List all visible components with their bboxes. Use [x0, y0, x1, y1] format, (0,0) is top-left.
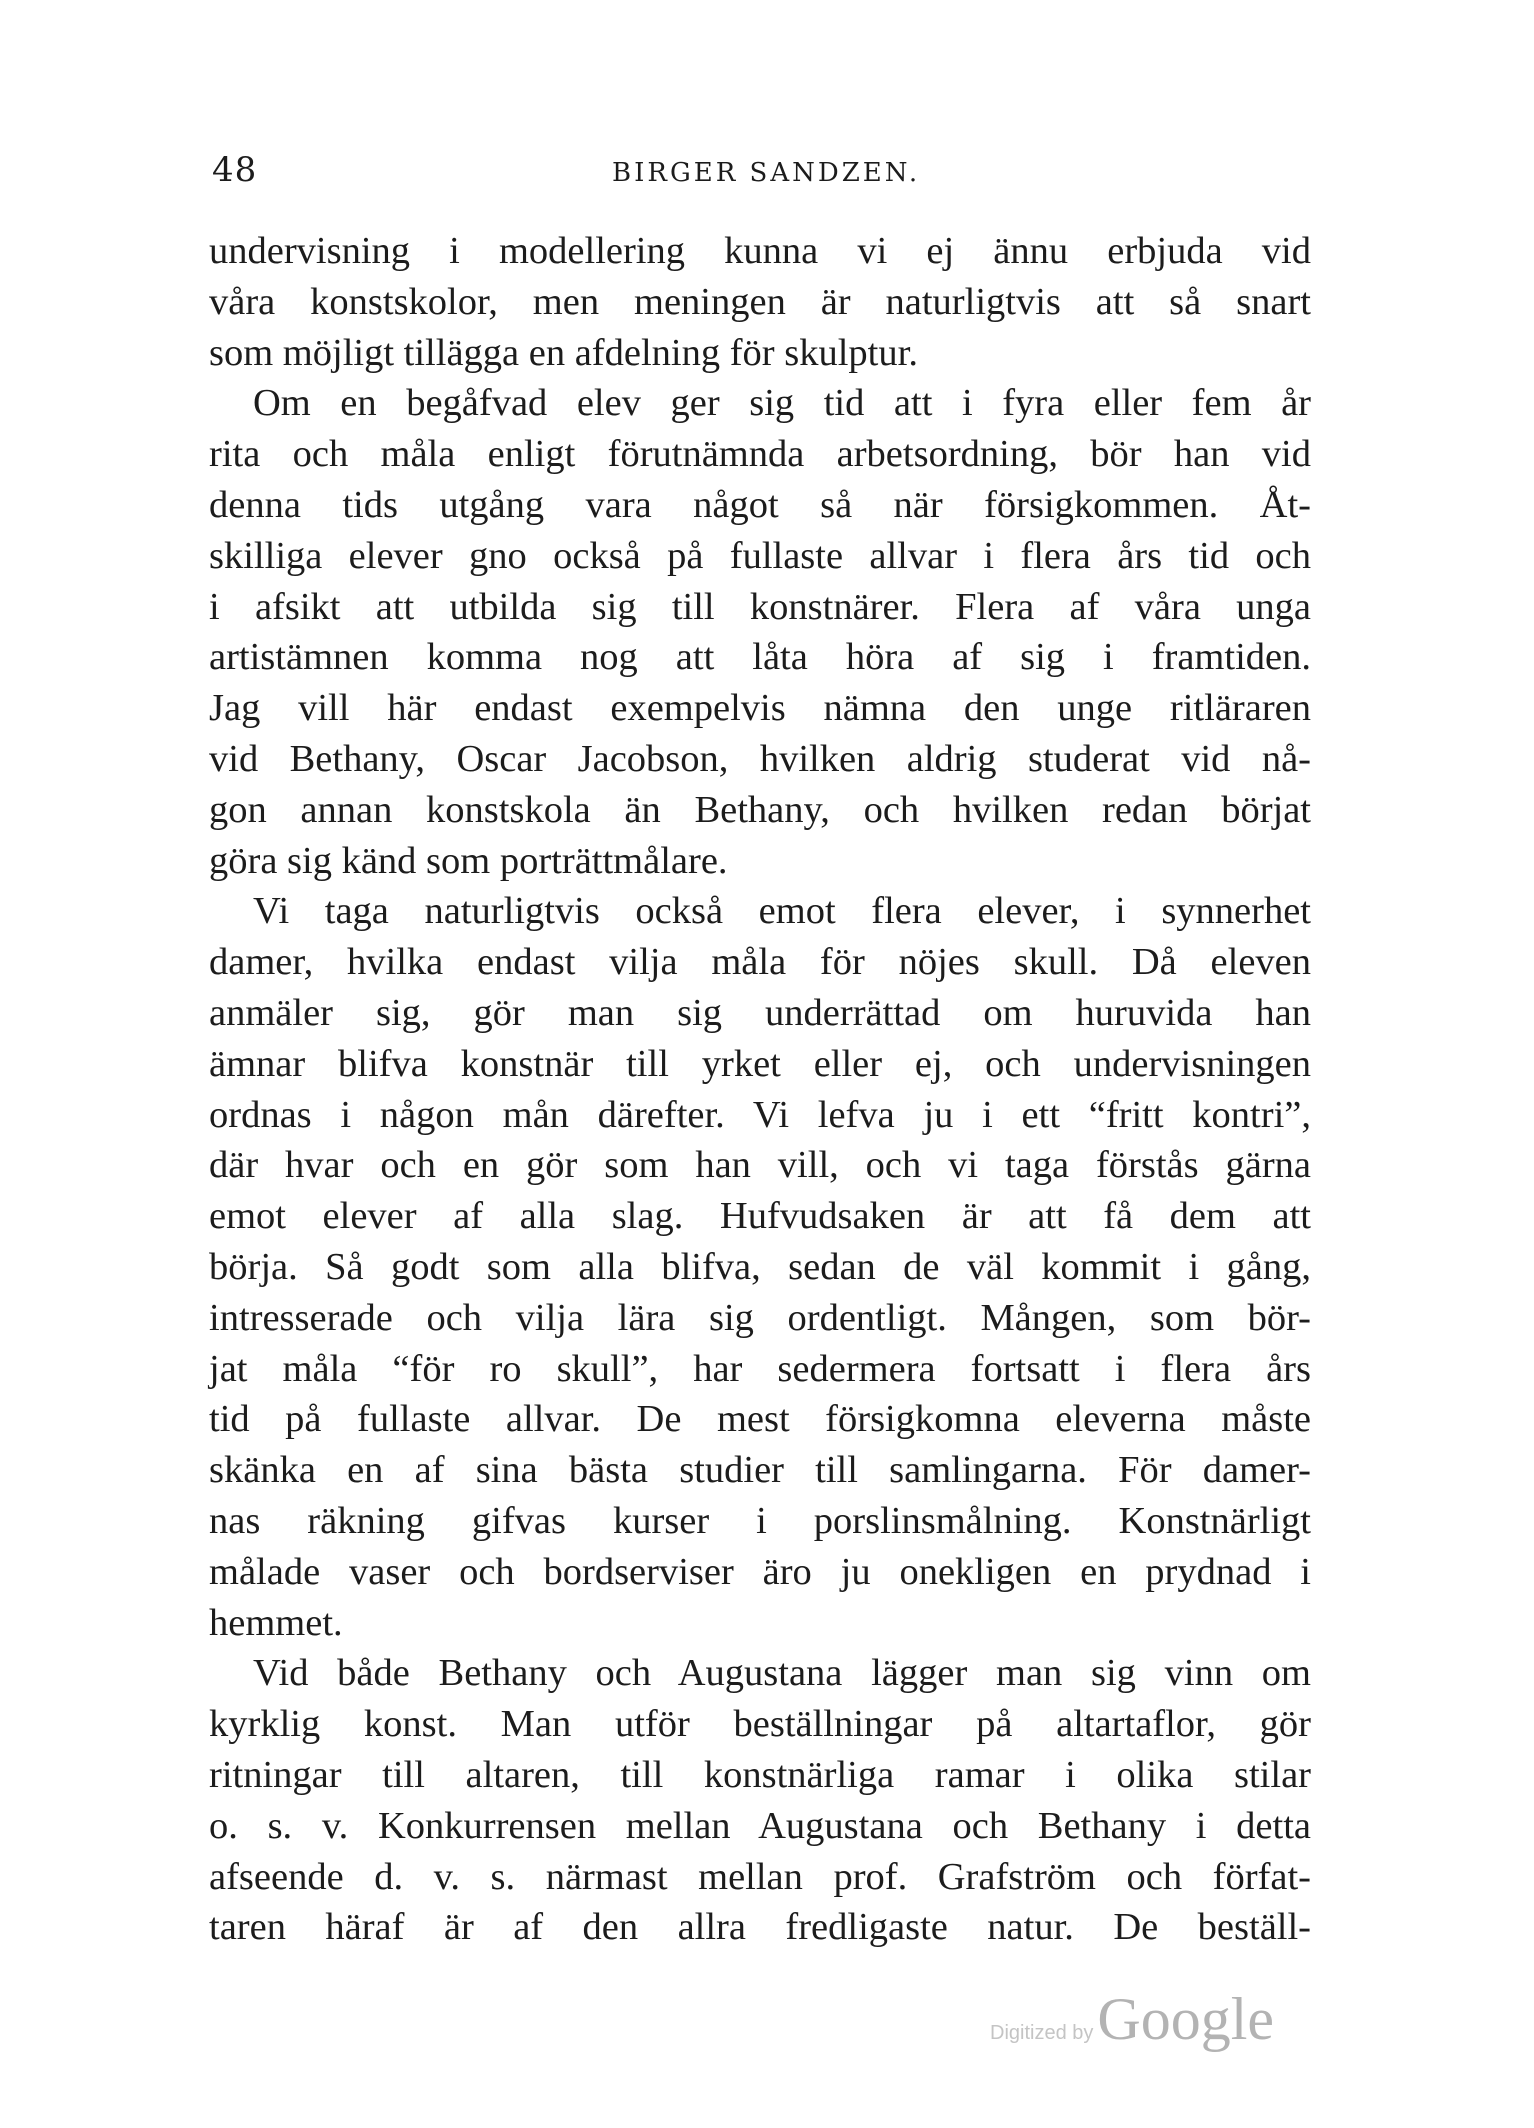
- running-head: BIRGER SANDZEN.: [612, 158, 921, 188]
- text-line: anmäler sig, gör man sig underrättad om huruvida han: [209, 991, 1311, 1034]
- text-line: våra konstskolor, men meningen är naturligtvis att så snart: [209, 280, 1311, 323]
- text-line: denna tids utgång vara något så när försigkommen. Åt-: [209, 483, 1311, 526]
- text-line: emot elever af alla slag. Hufvudsaken är att få dem att: [209, 1195, 1311, 1238]
- text-line: Jag vill här endast exempelvis nämna den unge ritläraren: [209, 687, 1311, 730]
- text-line: i afsikt att utbilda sig till konstnärer. Flera af våra unga: [209, 585, 1311, 628]
- text-line: tid på fullaste allvar. De mest försigkomna eleverna måste: [209, 1398, 1311, 1441]
- text-line: vid Bethany, Oscar Jacobson, hvilken aldrig studerat vid nå-: [209, 737, 1311, 780]
- text-line: målade vaser och bordserviser äro ju onekligen en prydnad i: [209, 1550, 1311, 1593]
- text-line: Vid både Bethany och Augustana lägger man sig vinn om: [253, 1652, 1311, 1695]
- text-line: där hvar och en gör som han vill, och vi taga förstås gärna: [209, 1144, 1311, 1187]
- text-line: börja. Så godt som alla blifva, sedan de väl kommit i gång,: [209, 1245, 1311, 1288]
- text-line: kyrklig konst. Man utför beställningar på altartaflor, gör: [209, 1703, 1311, 1746]
- text-line: hemmet.: [209, 1601, 343, 1644]
- digitized-watermark: [990, 1985, 1274, 2055]
- text-line: damer, hvilka endast vilja måla för nöjes skull. Då eleven: [209, 941, 1311, 984]
- text-line: artistämnen komma nog att låta höra af sig i framtiden.: [209, 636, 1311, 679]
- text-line: Om en begåfvad elev ger sig tid att i fyra eller fem år: [253, 382, 1311, 425]
- text-line: skänka en af sina bästa studier till samlingarna. För damer-: [209, 1449, 1311, 1492]
- text-line: jat måla “för ro skull”, har sedermera fortsatt i flera års: [209, 1347, 1311, 1390]
- text-line: nas räkning gifvas kurser i porslinsmålning. Konstnärligt: [209, 1499, 1311, 1542]
- text-line: göra sig känd som porträttmålare.: [209, 839, 728, 882]
- text-line: rita och måla enligt förutnämnda arbetsordning, bör han vid: [209, 433, 1311, 476]
- text-line: ordnas i någon mån därefter. Vi lefva ju i ett “fritt kontri”,: [209, 1093, 1311, 1136]
- page-number: 48: [212, 150, 258, 190]
- text-line: Vi taga naturligtvis också emot flera elever, i synnerhet: [253, 890, 1311, 933]
- watermark-brand: Google: [1097, 1986, 1275, 2052]
- watermark-prefix: Digitized by: [990, 2022, 1094, 2044]
- body-text: [209, 226, 1311, 1953]
- text-line: afseende d. v. s. närmast mellan prof. Grafström och förfat-: [209, 1855, 1311, 1898]
- text-line: intresserade och vilja lära sig ordentligt. Mången, som bör-: [209, 1296, 1311, 1339]
- text-line: undervisning i modellering kunna vi ej ännu erbjuda vid: [209, 230, 1311, 272]
- text-line: ämnar blifva konstnär till yrket eller ej, och undervisningen: [209, 1042, 1311, 1085]
- text-line: gon annan konstskola än Bethany, och hvilken redan börjat: [209, 788, 1311, 831]
- text-line: skilliga elever gno också på fullaste allvar i flera års tid och: [209, 534, 1311, 577]
- text-line: taren häraf är af den allra fredligaste natur. De beställ-: [209, 1906, 1311, 1949]
- text-line: som möjligt tillägga en afdelning för skulptur.: [209, 331, 918, 374]
- text-line: o. s. v. Konkurrensen mellan Augustana och Bethany i detta: [209, 1804, 1311, 1847]
- text-line: ritningar till altaren, till konstnärliga ramar i olika stilar: [209, 1753, 1311, 1796]
